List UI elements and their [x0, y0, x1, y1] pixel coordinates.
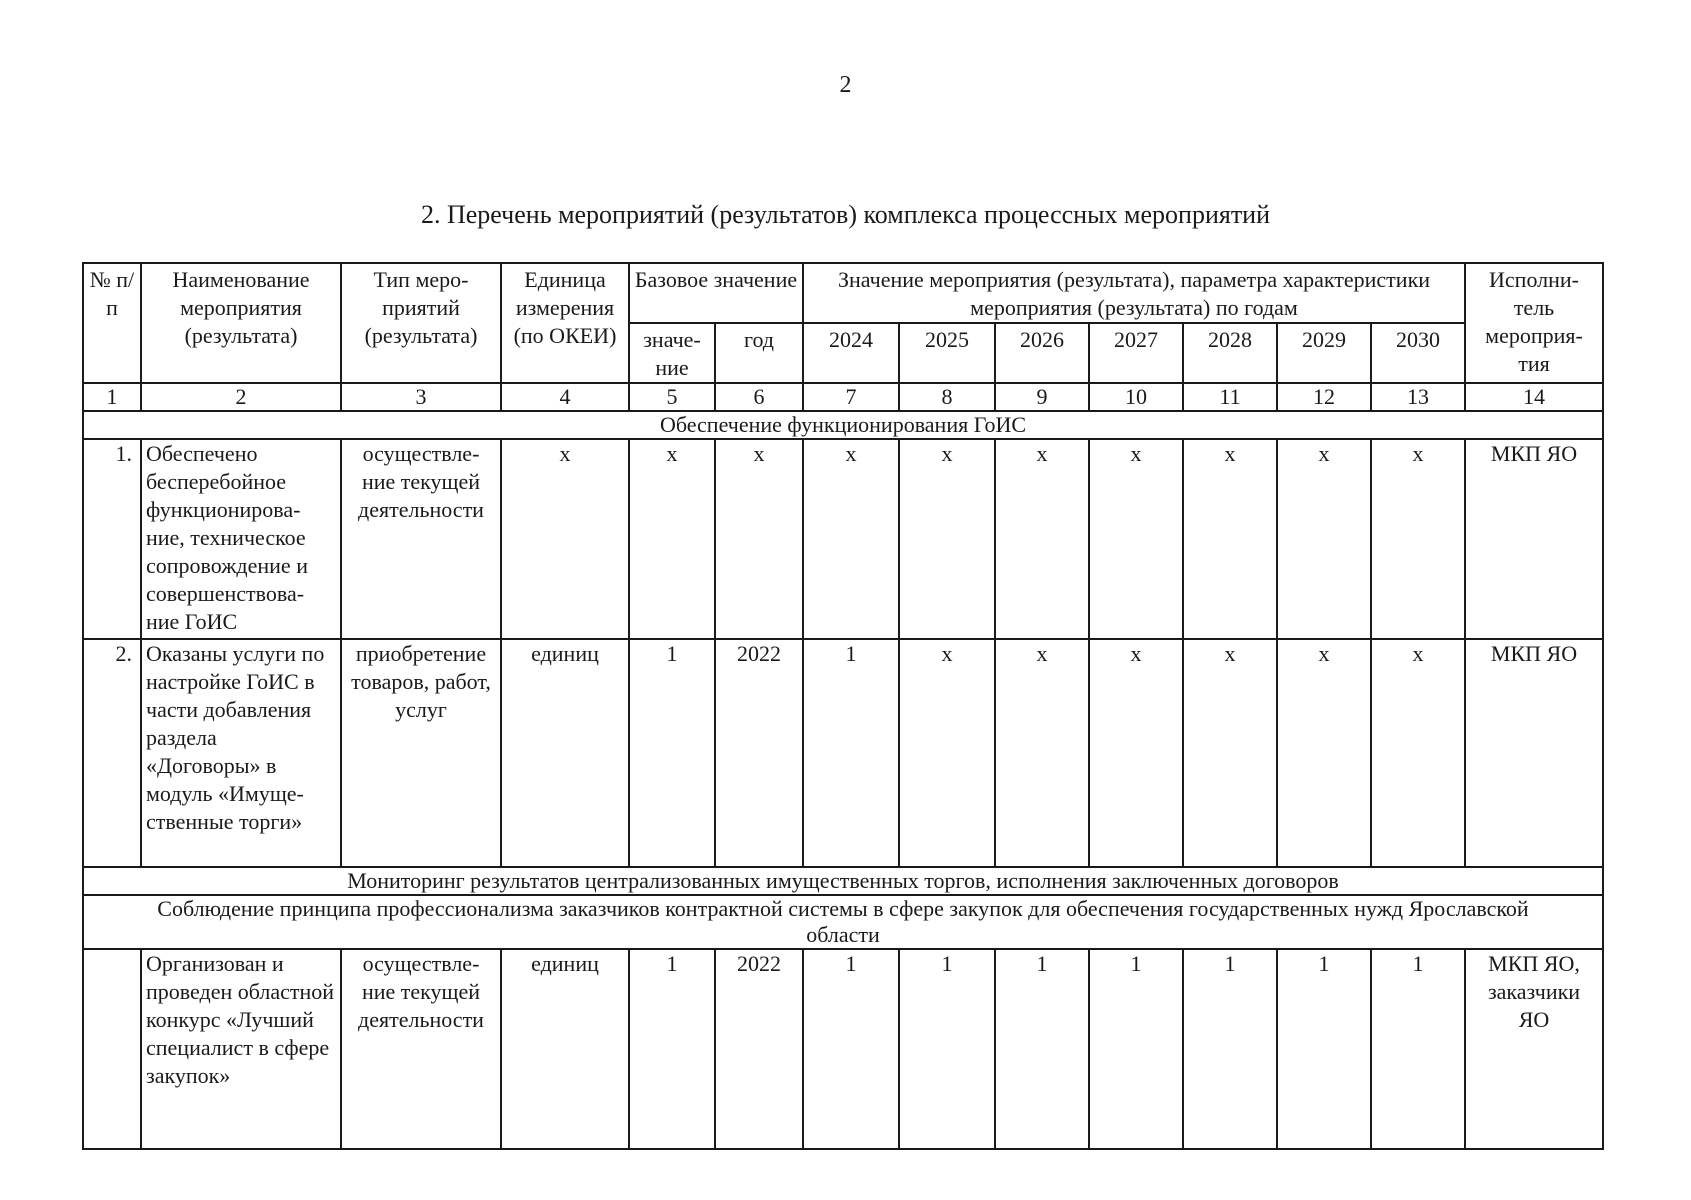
header-row-1 [83, 263, 1603, 323]
row-unit: единиц [501, 639, 629, 867]
header-values-group: Значение мероприятия (результата), параметра характеристики мероприятия (результата) по годам [803, 263, 1465, 323]
column-number: 3 [341, 383, 501, 411]
row-year-value: 1 [1371, 949, 1465, 1149]
header-name: Наименование мероприятия (результата) [141, 263, 341, 383]
row-year-value: 1 [1089, 949, 1183, 1149]
column-number: 2 [141, 383, 341, 411]
column-number: 13 [1371, 383, 1465, 411]
row-year-value: 1 [1183, 949, 1277, 1149]
row-base-value: х [629, 439, 715, 639]
section-heading-2: Мониторинг результатов централизованных имущественных торгов, исполнения заключенных договоров [83, 867, 1603, 895]
page-number: 2 [839, 72, 852, 98]
events-table [82, 262, 1604, 1150]
row-year-value: х [803, 439, 899, 639]
row-year-value: х [995, 639, 1089, 867]
row-year-value: 1 [899, 949, 995, 1149]
header-year: 2028 [1183, 323, 1277, 383]
header-unit: Единица измерения (по ОКЕИ) [501, 263, 629, 383]
section-row [83, 867, 1603, 895]
column-number: 10 [1089, 383, 1183, 411]
row-type: осуществле-ние текущей деятельности [341, 949, 501, 1149]
header-base-year: год [715, 323, 803, 383]
table-row [83, 439, 1603, 639]
header-year: 2026 [995, 323, 1089, 383]
row-name: Обеспечено бесперебойное функционирова-ние, техническое сопровождение и совершенствова-ние ГоИС [141, 439, 341, 639]
section-row [83, 895, 1603, 949]
header-year: 2025 [899, 323, 995, 383]
row-year-value: х [1183, 639, 1277, 867]
section-heading-3: Соблюдение принципа профессионализма заказчиков контрактной системы в сфере закупок для обеспечения государственных нужд Ярославской области [83, 895, 1603, 949]
header-type: Тип меро-приятий (результата) [341, 263, 501, 383]
header-year: 2024 [803, 323, 899, 383]
row-num: 2. [83, 639, 141, 867]
section-title: 2. Перечень мероприятий (результатов) комплекса процессных мероприятий [420, 200, 1271, 229]
column-number: 7 [803, 383, 899, 411]
row-unit: х [501, 439, 629, 639]
row-year-value: х [1371, 439, 1465, 639]
row-executor: МКП ЯО [1465, 439, 1603, 639]
table-row [83, 949, 1603, 1149]
row-num: 1. [83, 439, 141, 639]
header-executor: Исполни-тель мероприя-тия [1465, 263, 1603, 383]
header-year: 2027 [1089, 323, 1183, 383]
column-number: 12 [1277, 383, 1371, 411]
header-num: № п/п [83, 263, 141, 383]
column-number: 14 [1465, 383, 1603, 411]
row-base-value: 1 [629, 639, 715, 867]
row-name: Оказаны услуги по настройке ГоИС в части добавления раздела «Договоры» в модуль «Имуще-ственные торги» [141, 639, 341, 867]
row-year-value: х [1371, 639, 1465, 867]
row-year-value: х [1089, 639, 1183, 867]
column-number: 11 [1183, 383, 1277, 411]
row-num [83, 949, 141, 1149]
section-row [83, 411, 1603, 439]
column-number: 6 [715, 383, 803, 411]
row-year-value: 1 [1277, 949, 1371, 1149]
row-base-value: 1 [629, 949, 715, 1149]
row-year-value: 1 [803, 639, 899, 867]
row-type: приобретение товаров, работ, услуг [341, 639, 501, 867]
row-year-value: х [1183, 439, 1277, 639]
table-row [83, 639, 1603, 867]
column-number: 4 [501, 383, 629, 411]
row-year-value: х [995, 439, 1089, 639]
row-year-value: х [1089, 439, 1183, 639]
section-heading-1: Обеспечение функционирования ГоИС [83, 411, 1603, 439]
column-number: 8 [899, 383, 995, 411]
column-number-row [83, 383, 1603, 411]
row-executor: МКП ЯО [1465, 639, 1603, 867]
header-base-value: значе-ние [629, 323, 715, 383]
row-year-value: х [1277, 439, 1371, 639]
row-year-value: 1 [803, 949, 899, 1149]
row-year-value: х [899, 639, 995, 867]
row-name: Организован и проведен областной конкурс «Лучший специалист в сфере закупок» [141, 949, 341, 1149]
column-number: 9 [995, 383, 1089, 411]
header-year: 2030 [1371, 323, 1465, 383]
row-year-value: х [1277, 639, 1371, 867]
column-number: 5 [629, 383, 715, 411]
row-unit: единиц [501, 949, 629, 1149]
row-year-value: х [899, 439, 995, 639]
row-base-year: 2022 [715, 949, 803, 1149]
row-executor: МКП ЯО, заказчики ЯО [1465, 949, 1603, 1149]
row-type: осуществле-ние текущей деятельности [341, 439, 501, 639]
column-number: 1 [83, 383, 141, 411]
header-base: Базовое значение [629, 263, 803, 323]
header-year: 2029 [1277, 323, 1371, 383]
row-base-year: х [715, 439, 803, 639]
row-base-year: 2022 [715, 639, 803, 867]
row-year-value: 1 [995, 949, 1089, 1149]
